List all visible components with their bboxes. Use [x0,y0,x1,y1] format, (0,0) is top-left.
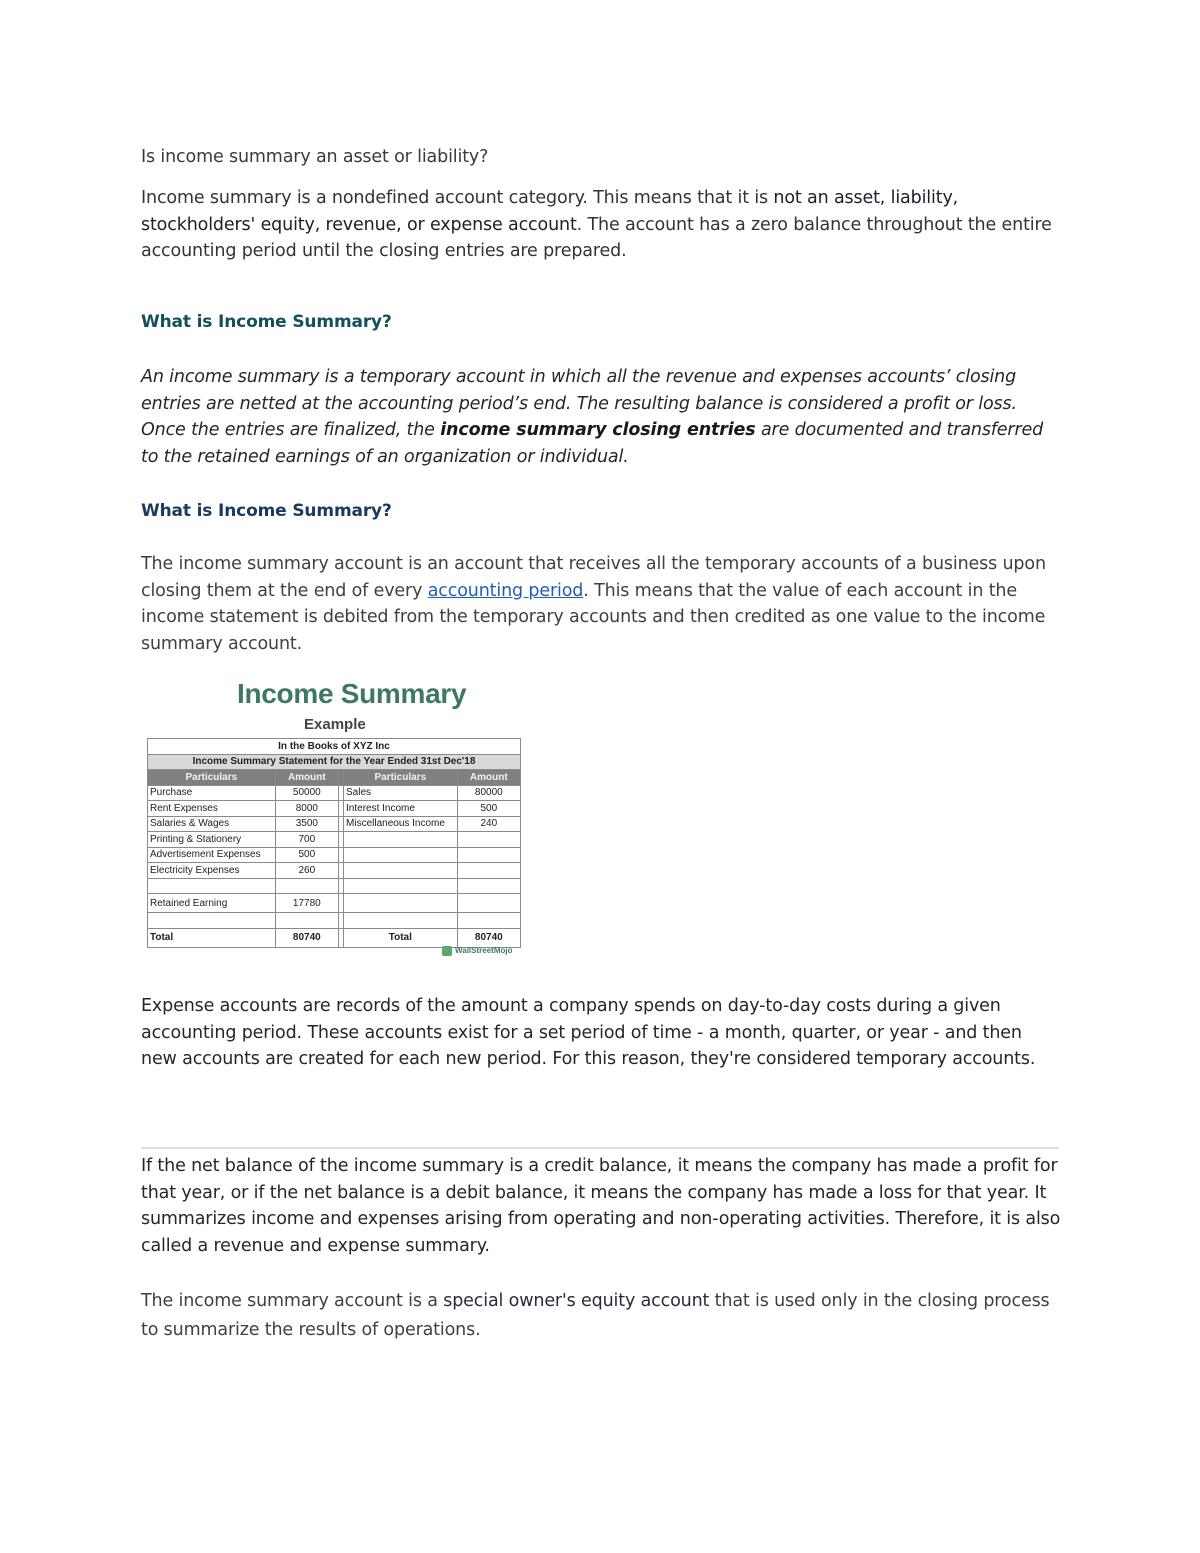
table-cell-amount: 500 [457,801,520,817]
table-cell-particulars [344,847,458,863]
table-cell-particulars: Printing & Stationery [148,832,276,848]
account-text-2: . This means that the value of each account in the income statement is debited from the temporary accounts and then credited as one value to the income summary account. [141,580,1046,654]
table-cell-amount [457,913,520,929]
header-amount-right: Amount [457,770,520,786]
wallstreetmojo-logo-icon [442,946,452,956]
income-summary-figure [147,676,531,966]
table-row [148,894,521,913]
question-text: Is income summary an asset or liability? [141,147,489,167]
table-cell-particulars: Retained Earning [148,894,276,913]
table-row [148,878,521,894]
equity-text-1: The income summary account is a [141,1291,444,1311]
table-row [148,863,521,879]
table-cell-particulars: Interest Income [344,801,458,817]
table-row [148,832,521,848]
table-cell-amount: 8000 [275,801,338,817]
header-amount-left: Amount [275,770,338,786]
table-row [148,801,521,817]
table-cell-amount: 700 [275,832,338,848]
intro-text-2: . The account has a zero balance throughout the entire accounting period until the closing entries are prepared. [141,214,1052,261]
table-cell-amount: 80000 [457,785,520,801]
table-cell-particulars: Salaries & Wages [148,816,276,832]
table-cell-amount: 500 [275,847,338,863]
table-cell-particulars [344,913,458,929]
table-cell-particulars: Electricity Expenses [148,863,276,879]
heading-what-is-2: What is Income Summary? [141,501,392,521]
table-cell-particulars [344,832,458,848]
table-cell-particulars: Miscellaneous Income [344,816,458,832]
table-cell-amount: 80740 [457,928,520,947]
expense-paragraph: Expense accounts are records of the amount a company spends on day-to-day costs during a given accounting period. These accounts exist for a set period of time - a month, quarter, or year - and then new accounts are created for each new period. For this reason, they're considered temporary accounts. [141,996,1036,1069]
definition-bold: income summary closing entries [440,420,756,440]
income-summary-table [147,738,521,948]
table-row [148,847,521,863]
intro-paragraph [141,185,1061,265]
table-cell-particulars [344,894,458,913]
table-cell-particulars: Total [344,928,458,947]
table-row [148,928,521,947]
table-cell-amount [457,863,520,879]
table-cell-amount [457,894,520,913]
accounting-period-link[interactable]: accounting period [427,580,584,601]
equity-highlight: special owner's equity account [443,1291,710,1311]
table-cell-amount [457,847,520,863]
table-caption-2: Income Summary Statement for the Year Ended 31st Dec'18 [148,754,521,770]
table-cell-particulars: Advertisement Expenses [148,847,276,863]
table-cell-particulars: Sales [344,785,458,801]
intro-text-1: Income summary is a nondefined account category. This means that it is [141,188,774,208]
table-row [148,913,521,929]
table-cell-particulars: Total [148,928,276,947]
watermark-text: WallStreetMojo [455,946,513,956]
account-paragraph [141,551,1061,657]
table-cell-amount: 3500 [275,816,338,832]
definition-text-1: An income summary is a temporary account in which all the revenue and expenses accounts’ closing entries are netted at the accounting period’s end. The resulting balance is considered a profit or loss. Once the entries are finalized, the [141,367,1017,440]
figure-title: Income Summary [237,678,467,709]
definition-paragraph [141,364,1061,470]
table-header-row [148,770,521,786]
balance-paragraph: If the net balance of the income summary is a credit balance, it means the company has made a profit for that year, or if the net balance is a debit balance, it means the company has made a loss for that year. It summarizes income and expenses arising from operating and non-operating activities. Therefore, it is also called a revenue and expense summary. [141,1156,1061,1256]
table-cell-particulars [148,878,276,894]
header-particulars-right: Particulars [344,770,458,786]
table-cell-particulars [148,913,276,929]
heading-what-is-1: What is Income Summary? [141,312,392,332]
table-cell-particulars [344,863,458,879]
table-cell-amount [457,832,520,848]
table-cell-amount [275,913,338,929]
table-caption-1: In the Books of XYZ Inc [148,739,521,755]
table-cell-particulars: Purchase [148,785,276,801]
header-particulars-left: Particulars [148,770,276,786]
table-cell-amount: 80740 [275,928,338,947]
table-cell-amount [457,878,520,894]
definition-text-2: are documented and transferred to the retained earnings of an organization or individual. [141,420,1044,467]
divider [141,1147,1059,1149]
figure-subtitle: Example [304,716,366,733]
table-cell-amount [275,878,338,894]
intro-highlight: not an asset, liability, stockholders' equity, revenue, or expense account [141,188,959,235]
equity-text-2: that is used only in the closing process to summarize the results of operations. [141,1291,1050,1340]
table-cell-amount: 240 [457,816,520,832]
table-row [148,816,521,832]
table-cell-amount: 50000 [275,785,338,801]
table-cell-amount: 17780 [275,894,338,913]
watermark [442,946,512,956]
table-cell-amount: 260 [275,863,338,879]
equity-paragraph [141,1287,1061,1345]
table-cell-particulars: Rent Expenses [148,801,276,817]
table-body [148,785,521,947]
table-row [148,785,521,801]
table-cell-particulars [344,878,458,894]
account-text-1: The income summary account is an account that receives all the temporary accounts of a business upon closing them at the end of every [141,554,1046,601]
